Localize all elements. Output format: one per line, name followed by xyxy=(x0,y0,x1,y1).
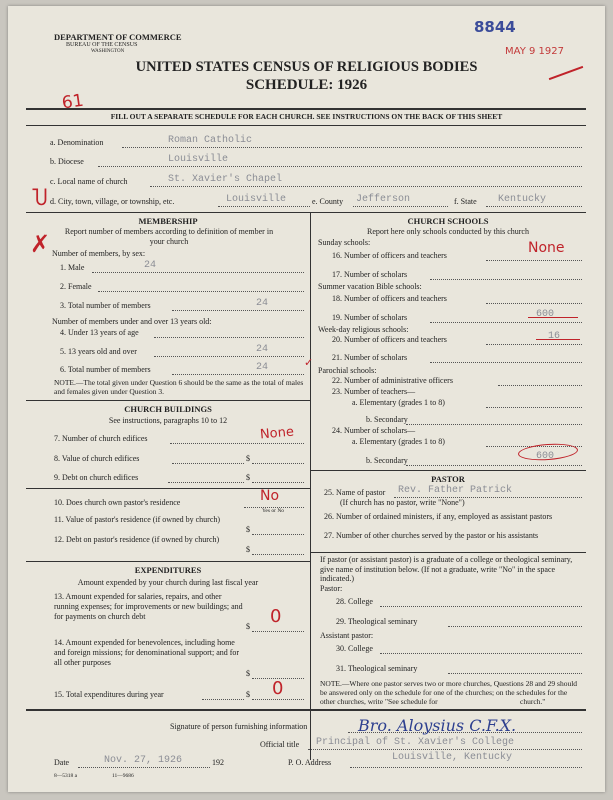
official-title-label: Official title xyxy=(260,740,300,749)
county-value[interactable]: Jefferson xyxy=(356,194,411,205)
address-label: P. O. Address xyxy=(288,758,332,767)
buildings-instructions: See instructions, paragraphs 10 to 12 xyxy=(108,416,228,425)
q11-dollar: $ xyxy=(246,525,250,534)
census-schedule-sheet xyxy=(8,6,605,792)
sunday-schools-label: Sunday schools: xyxy=(318,238,371,247)
q12-label: 12. Debt on pastor's residence (if owned by church) xyxy=(54,535,220,544)
schools-heading: CHURCH SCHOOLS xyxy=(407,216,489,226)
q19-label: 19. Number of scholars xyxy=(332,313,408,322)
date-label: Date xyxy=(54,758,70,767)
q13-dollar: $ xyxy=(246,622,250,631)
q3-label: 3. Total number of members xyxy=(60,301,151,310)
q1-label: 1. Male xyxy=(60,263,85,272)
summer-schools-label: Summer vacation Bible schools: xyxy=(318,282,422,291)
church-name-label: c. Local name of church xyxy=(50,177,128,186)
state-label: f. State xyxy=(454,197,477,206)
q16-label: 16. Number of officers and teachers xyxy=(332,251,447,260)
q18-label: 18. Number of officers and teachers xyxy=(332,294,447,303)
denomination-value[interactable]: Roman Catholic xyxy=(168,135,253,146)
q10-value[interactable]: No xyxy=(260,488,280,504)
bureau-label: BUREAU OF THE CENSUS xyxy=(66,42,138,48)
q10-label: 10. Does church own pastor's residence xyxy=(54,498,181,507)
city-value[interactable]: Louisville xyxy=(226,194,287,205)
q1-value[interactable]: 24 xyxy=(144,260,157,271)
buildings-heading: CHURCH BUILDINGS xyxy=(124,404,212,414)
q10-hint: Yes or No xyxy=(262,508,285,514)
membership-intro: Report number of members according to definition of member in your church xyxy=(64,227,274,246)
q5-label: 5. 13 years old and over xyxy=(60,347,137,356)
q25-label: 25. Name of pastor xyxy=(324,488,386,497)
schedule-title: SCHEDULE: 1926 xyxy=(245,77,368,93)
instruction-line: FILL OUT A SEPARATE SCHEDULE FOR EACH CHURCH. SEE INSTRUCTIONS ON THE BACK OF THIS SHEET xyxy=(110,112,503,121)
margin-mark: 61 xyxy=(60,90,85,114)
form-code-2: 11—9686 xyxy=(112,773,134,779)
q13-value[interactable]: 0 xyxy=(270,606,282,627)
q16-value[interactable]: None xyxy=(528,240,565,256)
pastor-note-end: church." xyxy=(520,697,546,706)
state-value[interactable]: Kentucky xyxy=(498,194,547,205)
age-heading: Number of members under and over 13 years old: xyxy=(52,317,212,326)
q20-strike xyxy=(536,339,580,340)
address-value[interactable]: Louisville, Kentucky xyxy=(392,752,513,763)
form-code: 8—5318 a xyxy=(54,773,78,779)
q27-label: 27. Number of other churches served by the pastor or his assistants xyxy=(324,531,539,540)
diocese-value[interactable]: Louisville xyxy=(168,154,229,165)
q23a-label: a. Elementary (grades 1 to 8) xyxy=(352,398,445,407)
q19-value[interactable]: 600 xyxy=(536,309,555,320)
q3-value[interactable]: 24 xyxy=(256,298,269,309)
q9-label: 9. Debt on church edifices xyxy=(54,473,139,482)
q15-label: 15. Total expenditures during year xyxy=(54,690,164,699)
q22-label: 22. Number of administrative officers xyxy=(332,376,453,385)
city-label: WASHINGTON xyxy=(91,49,125,54)
q30-label: 30. College xyxy=(336,644,373,653)
q8-label: 8. Value of church edifices xyxy=(54,454,140,463)
schools-intro: Report here only schools conducted by this church xyxy=(367,227,529,236)
margin-x-mark: ✗ xyxy=(30,230,51,258)
q29-label: 29. Theological seminary xyxy=(336,617,418,626)
margin-u-mark: Ⴎ xyxy=(32,186,48,210)
q23b-label: b. Secondary xyxy=(366,415,408,424)
members-by-sex-label: Number of members, by sex: xyxy=(52,249,146,258)
q9-dollar: $ xyxy=(246,473,250,482)
q24b-value[interactable]: 600 xyxy=(536,451,555,462)
q24-label: 24. Number of scholars— xyxy=(332,426,416,435)
date-stamp: MAY 9 1927 xyxy=(505,46,564,57)
q24b-label: b. Secondary xyxy=(366,456,408,465)
q20-label: 20. Number of officers and teachers xyxy=(332,335,447,344)
q28-label: 28. College xyxy=(336,597,373,606)
q12-dollar: $ xyxy=(246,545,250,554)
q25-hint: (If church has no pastor, write "None") xyxy=(340,498,465,507)
q11-label: 11. Value of pastor's residence (if owned by church) xyxy=(54,515,221,524)
pastor-heading: PASTOR xyxy=(431,474,465,484)
expenditures-heading: EXPENDITURES xyxy=(134,565,202,575)
q6-label: 6. Total number of members xyxy=(60,365,151,374)
signature-value[interactable]: Bro. Aloysius C.F.X. xyxy=(358,716,517,735)
q23-label: 23. Number of teachers— xyxy=(332,387,416,396)
pastor-sub-label: Pastor: xyxy=(320,584,343,593)
denomination-label: a. Denomination xyxy=(50,138,104,147)
year-suffix: 192 xyxy=(212,758,224,767)
q25-value[interactable]: Rev. Father Patrick xyxy=(398,485,513,496)
signature-label: Signature of person furnishing information xyxy=(170,722,308,731)
q5-value[interactable]: 24 xyxy=(256,344,269,355)
q7-label: 7. Number of church edifices xyxy=(54,434,148,443)
membership-note: NOTE.—The total given under Question 6 should be the same as the total of males and females given under Question 3. xyxy=(54,378,304,396)
q14-dollar: $ xyxy=(246,669,250,678)
red-tick-q6: ✓ xyxy=(304,356,314,369)
q26-label: 26. Number of ordained ministers, if any, employed as assistant pastors xyxy=(324,512,553,521)
q15-value[interactable]: 0 xyxy=(272,678,284,699)
q15-dollar: $ xyxy=(246,690,250,699)
diocese-label: b. Diocese xyxy=(50,157,84,166)
department-label: DEPARTMENT OF COMMERCE xyxy=(54,32,182,42)
q20-value[interactable]: 16 xyxy=(548,331,561,342)
q8-dollar: $ xyxy=(246,454,250,463)
q14-label: 14. Amount expended for benevolences, including home and foreign missions; for denominational support; and for all other purposes xyxy=(54,638,240,667)
q17-label: 17. Number of scholars xyxy=(332,270,408,279)
membership-heading: MEMBERSHIP xyxy=(138,216,198,226)
county-label: e. County xyxy=(312,197,344,206)
church-name-value[interactable]: St. Xavier's Chapel xyxy=(168,174,283,185)
parochial-schools-label: Parochial schools: xyxy=(318,366,377,375)
pastor-note: NOTE.—Where one pastor serves two or more churches, Questions 28 and 29 should be answered only on the schedule for one of the churches; on the schedules for the other churches, write "See schedule for xyxy=(320,679,578,706)
graduate-instructions: If pastor (or assistant pastor) is a graduate of a college or theological seminary, give name of institution below. (If not a graduate, write "No" in the space indicated.) xyxy=(320,555,573,583)
number-stamp: 8844 xyxy=(474,18,516,36)
assistant-sub-label: Assistant pastor: xyxy=(320,631,374,640)
expenditures-intro: Amount expended by your church during last fiscal year xyxy=(77,578,259,587)
official-title-value[interactable]: Principal of St. Xavier's College xyxy=(316,737,515,748)
q4-label: 4. Under 13 years of age xyxy=(60,328,139,337)
q6-value[interactable]: 24 xyxy=(256,362,269,373)
q2-label: 2. Female xyxy=(60,282,92,291)
q19-strike xyxy=(528,317,578,318)
q31-label: 31. Theological seminary xyxy=(336,664,418,673)
q24b-circle xyxy=(518,442,579,462)
q24a-label: a. Elementary (grades 1 to 8) xyxy=(352,437,445,446)
q13-label: 13. Amount expended for salaries, repairs, and other running expenses; for improvements or new buildings; and for payments on church debt xyxy=(54,592,243,621)
q21-label: 21. Number of scholars xyxy=(332,353,408,362)
date-value[interactable]: Nov. 27, 1926 xyxy=(104,755,183,766)
q7-value[interactable]: None xyxy=(259,424,295,443)
form-title: UNITED STATES CENSUS OF RELIGIOUS BODIES xyxy=(135,59,478,75)
city-label-field: d. City, town, village, or township, etc. xyxy=(50,197,175,206)
weekday-schools-label: Week-day religious schools: xyxy=(318,325,409,334)
